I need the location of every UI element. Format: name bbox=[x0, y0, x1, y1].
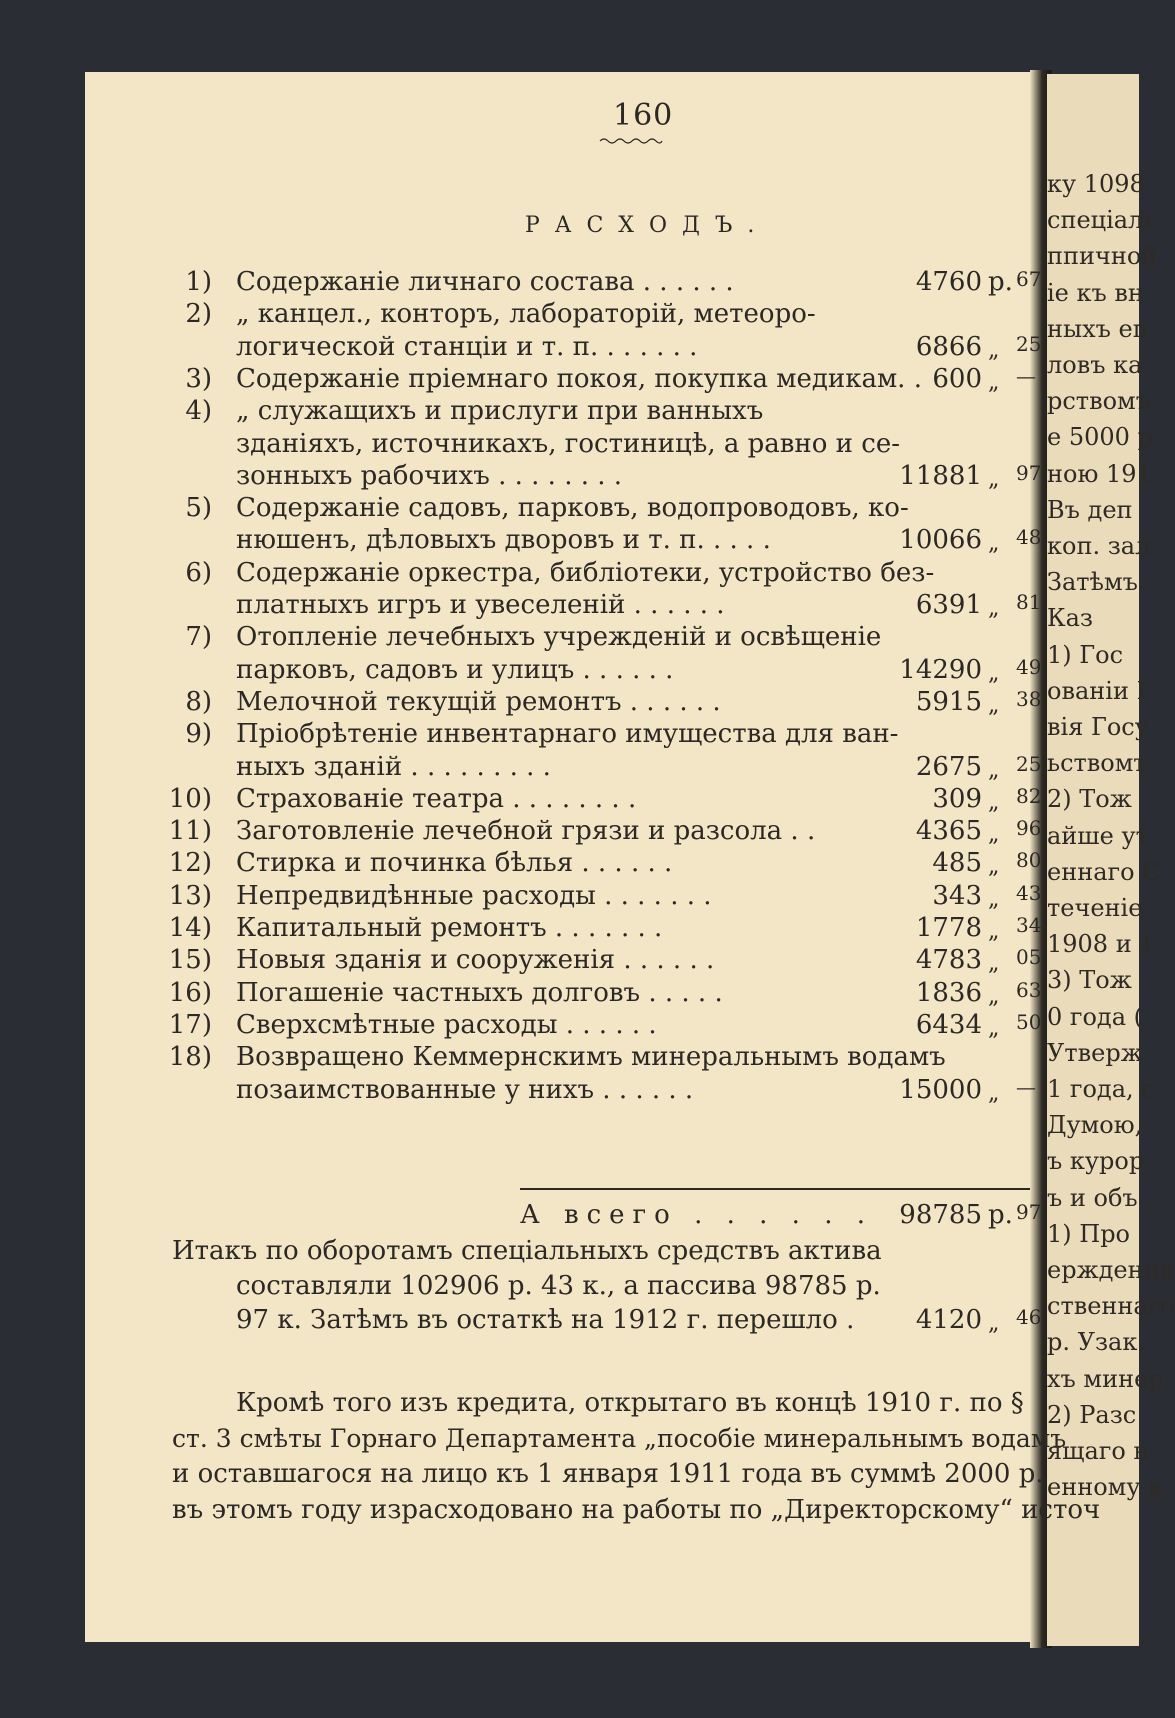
item-amount: 600 bbox=[932, 363, 982, 394]
facing-page-line: ною 191 bbox=[1047, 459, 1152, 488]
facing-page-line: е 5000 р bbox=[1047, 423, 1153, 452]
paragraph-line: и оставшагося на лицо къ 1 января 1911 года въ суммѣ 2000 р. bbox=[172, 1459, 1044, 1489]
item-amount: 6391 bbox=[915, 590, 982, 620]
item-number: 9) bbox=[185, 719, 212, 750]
item-amount: 14290 bbox=[899, 654, 982, 685]
facing-page-line: ящаго н bbox=[1047, 1437, 1150, 1465]
facing-page-line: ованіи І bbox=[1047, 676, 1147, 705]
item-kopecks: 63 bbox=[1016, 977, 1042, 1002]
section-heading: РАСХОДЪ. bbox=[525, 213, 770, 238]
item-text: Возвращено Кеммернскимъ минеральнымъ водамъ bbox=[236, 1042, 946, 1073]
item-kopecks: 25 bbox=[1016, 751, 1042, 776]
facing-page-line: Утверж bbox=[1047, 1038, 1143, 1067]
item-kopecks: 25 bbox=[1016, 331, 1042, 356]
item-unit: „ bbox=[988, 757, 1000, 783]
item-text: Содержаніе пріемнаго покоя, покупка медикам. . bbox=[236, 363, 922, 394]
facing-page-line: 3) Тож bbox=[1047, 966, 1132, 995]
item-amount: 1836 bbox=[915, 977, 982, 1008]
item-number: 2) bbox=[185, 299, 212, 330]
item-kopecks: — bbox=[1016, 363, 1036, 388]
facing-page-line: Въ деп bbox=[1047, 495, 1133, 524]
facing-page-line: енному к bbox=[1047, 1473, 1164, 1502]
item-number: 14) bbox=[168, 913, 212, 943]
item-number: 6) bbox=[185, 557, 212, 588]
summary-unit: „ bbox=[988, 1311, 1000, 1337]
item-kopecks: 82 bbox=[1016, 783, 1042, 808]
item-kopecks: 05 bbox=[1016, 945, 1042, 970]
summary-kopecks: 46 bbox=[1016, 1305, 1042, 1330]
total-kopecks: 97 bbox=[1016, 1200, 1042, 1224]
facing-page-line: 0 года ( bbox=[1047, 1002, 1143, 1031]
facing-page-line: коп. зал bbox=[1047, 532, 1151, 560]
facing-page-line: теченіе bbox=[1047, 894, 1143, 922]
item-unit: „ bbox=[988, 660, 1000, 686]
item-number: 3) bbox=[185, 363, 212, 394]
item-text: Содержаніе личнаго состава . . . . . . bbox=[236, 267, 734, 297]
item-kopecks: 96 bbox=[1016, 816, 1042, 841]
paragraph-line: ст. 3 смѣты Горнаго Департамента „пособіе минеральнымъ водамъ bbox=[172, 1423, 1067, 1453]
item-number: 15) bbox=[168, 945, 212, 976]
item-unit: „ bbox=[988, 369, 1000, 395]
facing-page-line: ппичной bbox=[1047, 242, 1158, 271]
item-unit: „ bbox=[988, 1015, 1000, 1041]
facing-page bbox=[1047, 74, 1175, 1646]
total-rule bbox=[520, 1188, 1030, 1190]
item-unit: „ bbox=[988, 919, 1000, 944]
item-text: Новыя зданія и сооруженія . . . . . . bbox=[236, 945, 715, 976]
facing-page-line: р. Узак. bbox=[1047, 1328, 1145, 1357]
item-text: позаимствованные у нихъ . . . . . . bbox=[236, 1074, 694, 1105]
item-amount: 343 bbox=[932, 880, 982, 911]
item-amount: 4760 bbox=[915, 267, 982, 297]
summary-line: Итакъ по оборотамъ спеціальныхъ средствъ актива bbox=[172, 1236, 882, 1266]
item-unit: „ bbox=[988, 1080, 1000, 1106]
item-number: 18) bbox=[168, 1042, 212, 1073]
item-text: „ канцел., конторъ, лабораторій, метеоро- bbox=[236, 299, 816, 330]
item-amount: 1778 bbox=[915, 913, 982, 943]
item-text: Непредвидѣнные расходы . . . . . . . bbox=[236, 880, 712, 911]
item-kopecks: 38 bbox=[1016, 686, 1042, 711]
item-text: Погашеніе частныхъ долговъ . . . . . bbox=[236, 977, 723, 1008]
item-kopecks: 97 bbox=[1016, 460, 1042, 485]
item-text: Отопленіе лечебныхъ учрежденій и освѣщеніе bbox=[236, 622, 882, 653]
total-label: А всего . . . . . . bbox=[520, 1200, 873, 1230]
item-amount: 4365 bbox=[915, 816, 982, 847]
item-unit: „ bbox=[988, 531, 1000, 557]
total-unit: р. bbox=[988, 1200, 1013, 1230]
facing-page-line: 1) Гос bbox=[1047, 640, 1124, 669]
item-number: 8) bbox=[185, 686, 212, 717]
facing-page-line: ственнаго bbox=[1047, 1292, 1175, 1321]
item-kopecks: — bbox=[1016, 1074, 1036, 1099]
item-unit: „ bbox=[988, 951, 1000, 977]
facing-page-line: 1 года, с bbox=[1047, 1075, 1155, 1103]
item-text: нюшенъ, дѣловыхъ дворовъ и т. п. . . . . bbox=[236, 525, 771, 556]
item-unit: „ bbox=[988, 466, 1000, 492]
facing-page-line: 1908 и 1 bbox=[1047, 930, 1155, 959]
item-amount: 6434 bbox=[915, 1009, 982, 1040]
facing-page-line: ерждення bbox=[1047, 1256, 1175, 1284]
item-number: 10) bbox=[168, 783, 212, 814]
summary-line: 97 к. Затѣмъ въ остаткѣ на 1912 г. перешло . bbox=[236, 1305, 855, 1336]
facing-page-line: ьствомъ bbox=[1047, 749, 1149, 778]
item-text: Заготовленіе лечебной грязи и разсола . . bbox=[236, 816, 816, 847]
facing-page-line: Каз bbox=[1047, 604, 1093, 633]
facing-page-line: еннаго С bbox=[1047, 857, 1161, 886]
item-number: 7) bbox=[185, 622, 212, 653]
item-unit: „ bbox=[988, 337, 1000, 363]
item-text: зонныхъ рабочихъ . . . . . . . . bbox=[236, 460, 623, 491]
facing-page-line: 2) Тож bbox=[1047, 785, 1132, 814]
item-text: логической станціи и т. п. . . . . . . bbox=[236, 331, 698, 362]
item-unit: „ bbox=[988, 822, 1000, 848]
facing-page-line: іе къ вн bbox=[1047, 278, 1144, 307]
item-amount: 6866 bbox=[915, 331, 982, 362]
item-kopecks: 43 bbox=[1016, 880, 1042, 905]
item-kopecks: 80 bbox=[1016, 848, 1042, 873]
item-amount: 2675 bbox=[915, 751, 982, 782]
item-kopecks: 81 bbox=[1016, 590, 1042, 614]
facing-page-line: ъ курор bbox=[1047, 1147, 1145, 1176]
item-number: 13) bbox=[168, 880, 212, 911]
facing-page-line: Думою, bbox=[1047, 1111, 1143, 1140]
facing-page-line: 1) Про bbox=[1047, 1219, 1131, 1248]
item-text: „ служащихъ и прислуги при ванныхъ bbox=[236, 396, 764, 427]
summary-line: составляли 102906 р. 43 к., а пассива 98785 р. bbox=[236, 1270, 881, 1301]
item-text: Содержаніе садовъ, парковъ, водопроводовъ, ко- bbox=[236, 493, 909, 524]
page-number: 160 bbox=[613, 98, 674, 133]
item-kopecks: 48 bbox=[1016, 525, 1042, 550]
ornament-rule bbox=[600, 136, 662, 146]
item-number: 12) bbox=[168, 848, 212, 879]
item-amount: 15000 bbox=[899, 1074, 982, 1105]
item-text: Стирка и починка бѣлья . . . . . . bbox=[236, 848, 673, 879]
item-text: зданіяхъ, источникахъ, гостиницѣ, а равно и се- bbox=[236, 428, 900, 459]
item-unit: „ bbox=[988, 692, 1000, 718]
item-amount: 4783 bbox=[915, 945, 982, 976]
item-unit: р. bbox=[988, 267, 1013, 297]
facing-page-line: 2) Разс bbox=[1047, 1400, 1137, 1429]
item-number: 4) bbox=[185, 396, 212, 427]
item-text: Страхованіе театра . . . . . . . . bbox=[236, 783, 637, 814]
item-amount: 11881 bbox=[899, 460, 982, 491]
item-unit: „ bbox=[988, 983, 1000, 1009]
item-text: Сверхсмѣтные расходы . . . . . . bbox=[236, 1009, 657, 1040]
item-unit: „ bbox=[988, 886, 1000, 912]
item-kopecks: 49 bbox=[1016, 654, 1042, 679]
item-number: 11) bbox=[168, 816, 212, 847]
item-amount: 5915 bbox=[915, 686, 982, 717]
summary-amount: 4120 bbox=[915, 1305, 982, 1336]
item-number: 17) bbox=[168, 1009, 212, 1040]
facing-page-line: хъ минер bbox=[1047, 1364, 1164, 1393]
item-number: 1) bbox=[185, 267, 212, 297]
item-kopecks: 50 bbox=[1016, 1009, 1042, 1034]
item-text: Пріобрѣтеніе инвентарнаго имущества для ван- bbox=[236, 719, 899, 750]
item-text: Содержаніе оркестра, библіотеки, устройство без- bbox=[236, 557, 935, 588]
facing-page-line: спеціаль bbox=[1047, 206, 1157, 235]
facing-page-line: ъ и объ bbox=[1047, 1183, 1138, 1212]
item-amount: 485 bbox=[932, 848, 982, 879]
item-number: 16) bbox=[168, 977, 212, 1008]
facing-page-line: айше ут bbox=[1047, 821, 1149, 850]
item-text: Капитальный ремонтъ . . . . . . . bbox=[236, 913, 663, 943]
item-kopecks: 67 bbox=[1016, 267, 1042, 291]
item-number: 5) bbox=[185, 493, 212, 524]
item-kopecks: 34 bbox=[1016, 913, 1042, 937]
item-amount: 10066 bbox=[899, 525, 982, 556]
facing-page-line: ныхъ еп bbox=[1047, 314, 1149, 343]
facing-page-line: ку 1098 bbox=[1047, 170, 1145, 198]
paragraph-line: Кромѣ того изъ кредита, открытаго въ концѣ 1910 г. по § bbox=[236, 1388, 1024, 1418]
item-unit: „ bbox=[988, 854, 1000, 880]
item-text: Мелочной текущій ремонтъ . . . . . . bbox=[236, 686, 721, 717]
item-text: парковъ, садовъ и улицъ . . . . . . bbox=[236, 654, 674, 685]
paragraph-line: въ этомъ году израсходовано на работы по „Директорскому“ источ bbox=[172, 1494, 1101, 1525]
facing-page-line: вія Госу bbox=[1047, 713, 1149, 741]
facing-page-line: Затѣмъ bbox=[1047, 568, 1138, 597]
facing-page-line: рствомъ bbox=[1047, 387, 1151, 416]
item-text: ныхъ зданій . . . . . . . . . bbox=[236, 751, 551, 782]
item-text: платныхъ игръ и увеселеній . . . . . . bbox=[236, 590, 725, 620]
item-amount: 309 bbox=[932, 783, 982, 814]
facing-page-line: ловъ ка bbox=[1047, 351, 1143, 379]
total-amount: 98785 bbox=[899, 1200, 982, 1230]
item-unit: „ bbox=[988, 789, 1000, 815]
item-unit: „ bbox=[988, 596, 1000, 621]
